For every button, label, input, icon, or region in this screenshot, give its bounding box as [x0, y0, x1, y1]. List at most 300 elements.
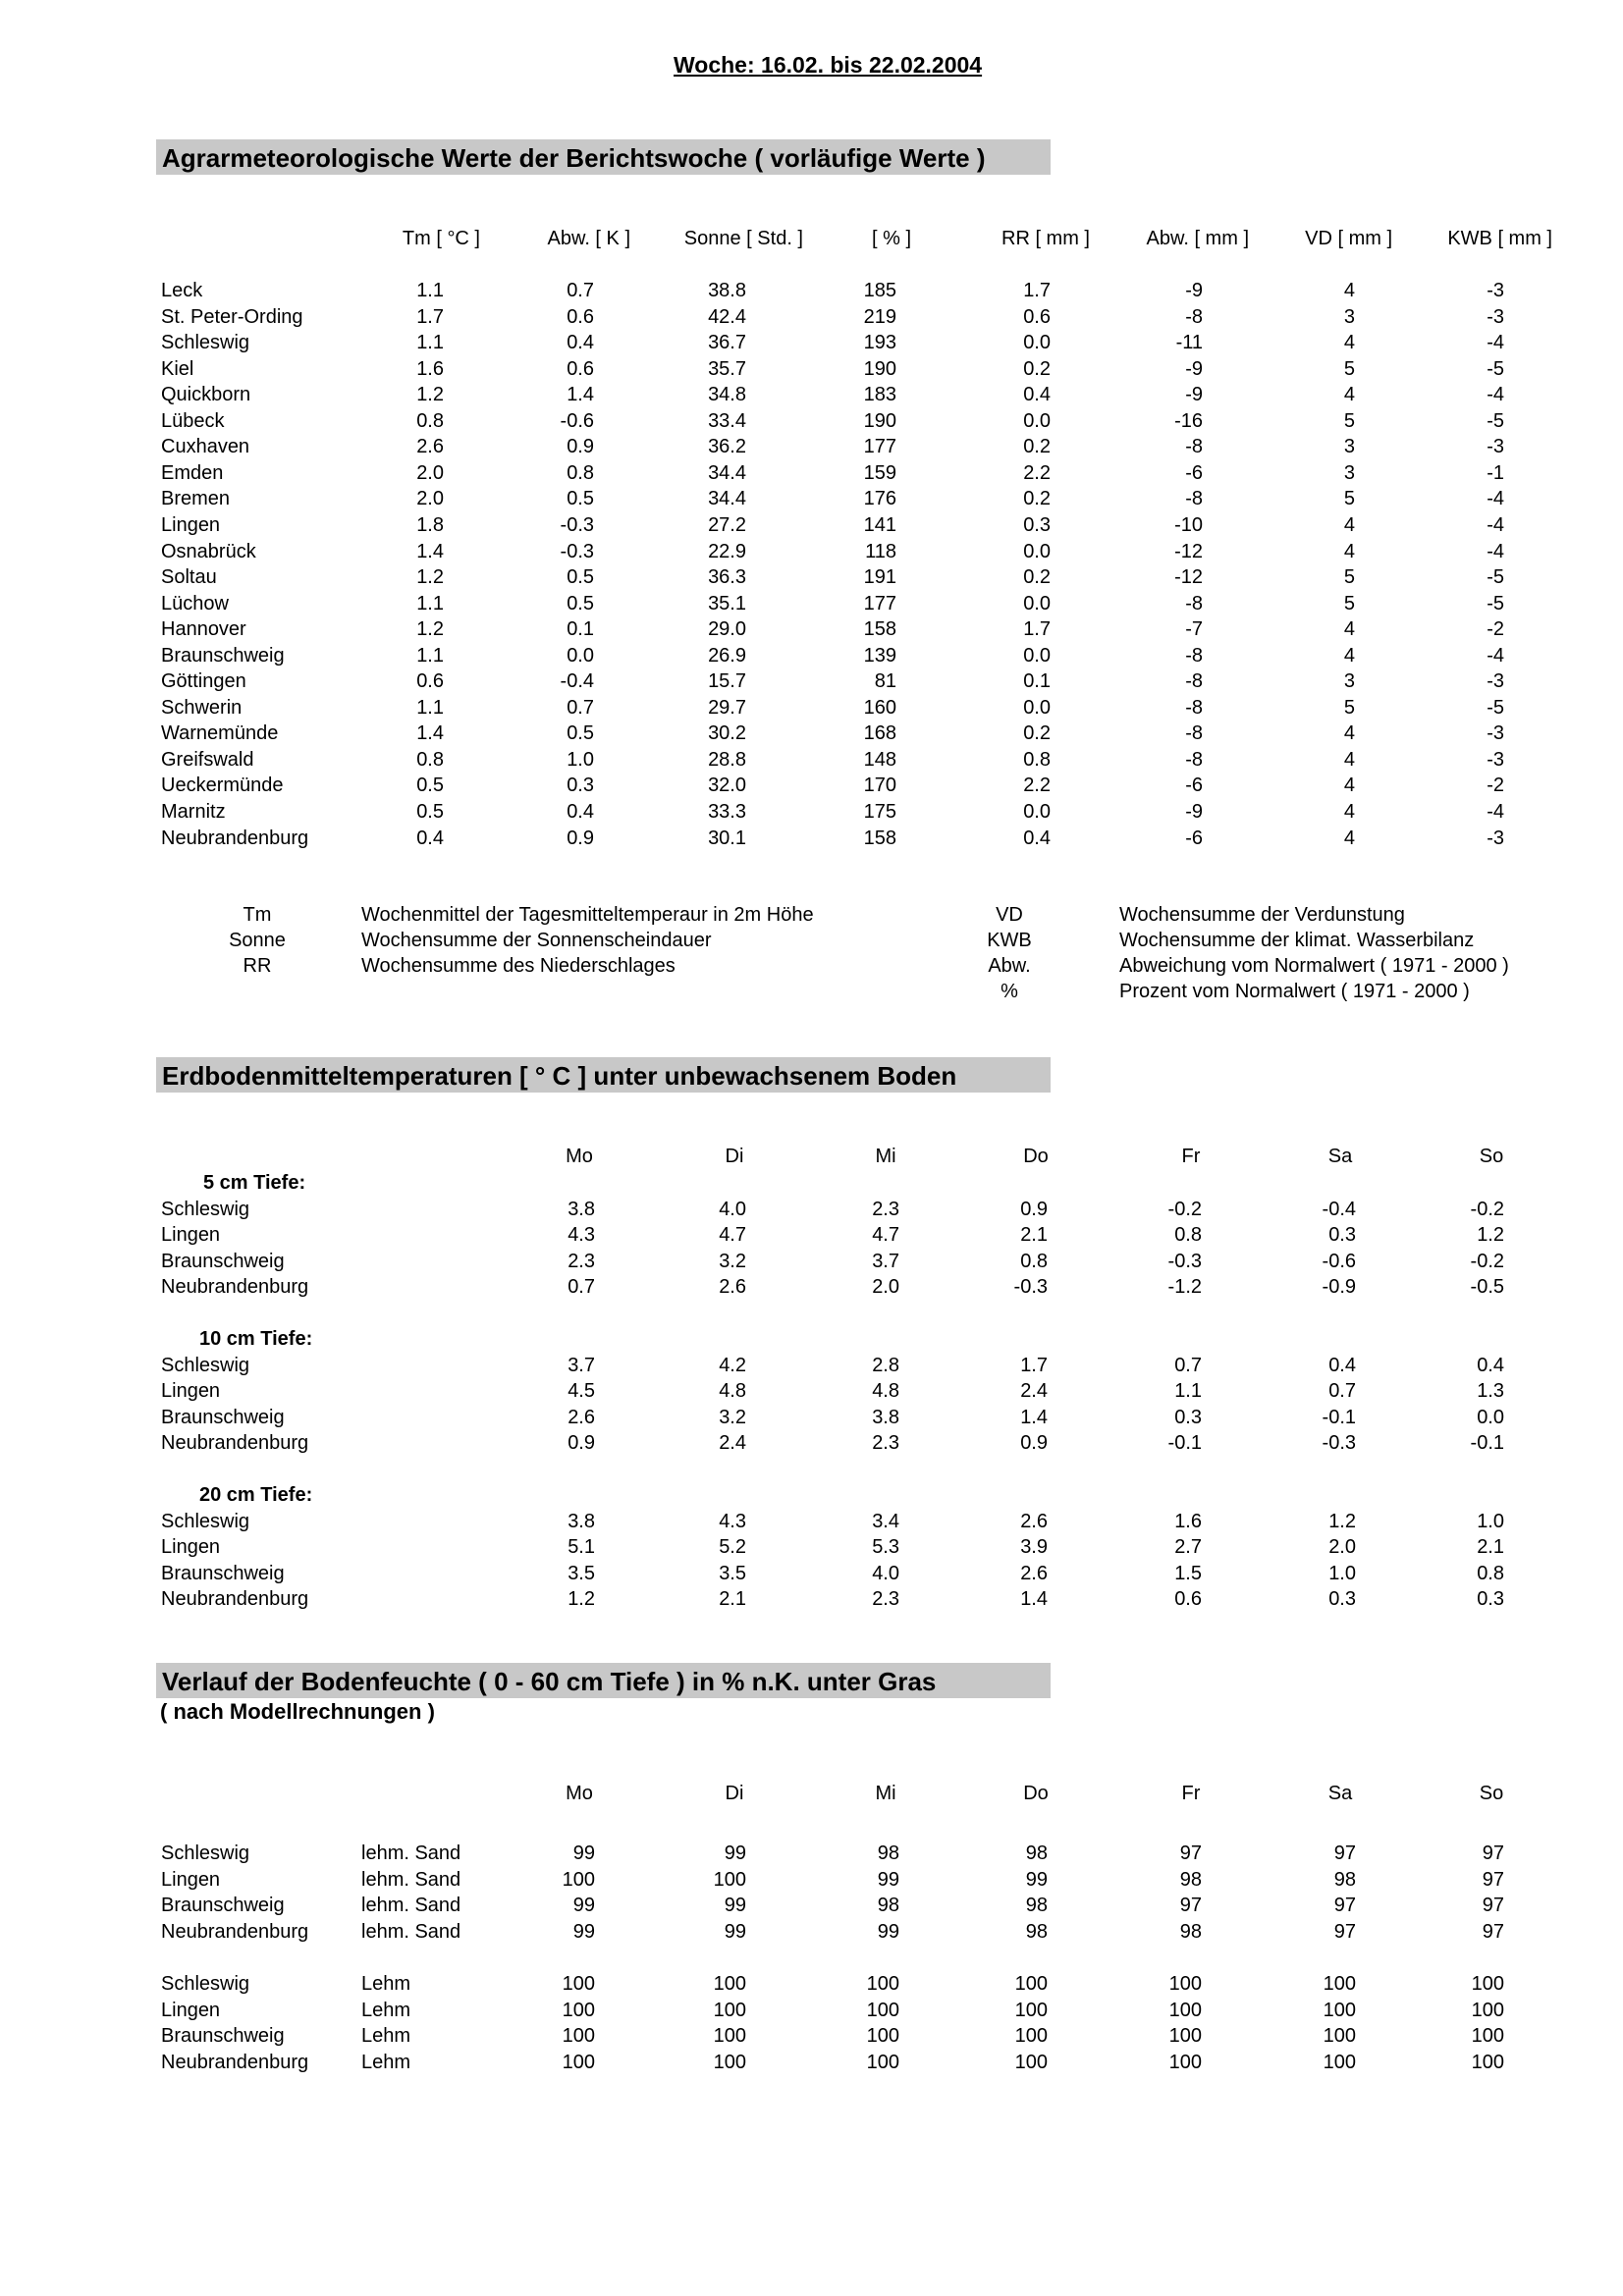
table-cell: 0.8	[416, 749, 444, 771]
table-cell: -8	[1185, 593, 1203, 614]
table-cell: 1.7	[1020, 1355, 1048, 1376]
section2-title-bar	[156, 1057, 1051, 1093]
table-cell: 2.0	[872, 1276, 899, 1298]
table-cell: 0.0	[1023, 332, 1051, 353]
soil-type: lehm. Sand	[361, 1895, 461, 1916]
table-cell: 99	[572, 1895, 595, 1916]
station-name: Lingen	[161, 1536, 221, 1558]
table-cell: 100	[562, 2025, 595, 2047]
table-cell: 0.7	[567, 697, 594, 719]
table-cell: -9	[1185, 801, 1203, 823]
table-cell: 0.6	[1174, 1588, 1202, 1610]
table-cell: 3.8	[872, 1407, 899, 1428]
station-name: Quickborn	[161, 384, 251, 405]
table-cell: 15.7	[708, 670, 746, 692]
depth-label: 10 cm Tiefe:	[199, 1328, 313, 1350]
depth-label: 5 cm Tiefe:	[203, 1172, 306, 1194]
table-cell: 100	[1168, 2000, 1202, 2021]
table-cell: 1.0	[1477, 1511, 1504, 1532]
column-header: KWB [ mm ]	[1447, 228, 1552, 249]
station-name: Braunschweig	[161, 2025, 285, 2047]
table-cell: 4.7	[872, 1224, 899, 1246]
table-cell: -4	[1487, 384, 1504, 405]
table-cell: 22.9	[708, 541, 746, 562]
station-name: Greifswald	[161, 749, 254, 771]
column-header: [ % ]	[871, 228, 911, 249]
soil-type: Lehm	[361, 2000, 411, 2021]
table-cell: 2.2	[1023, 462, 1051, 484]
table-cell: 2.6	[416, 436, 444, 457]
table-cell: 1.6	[416, 358, 444, 380]
table-cell: 1.6	[1174, 1511, 1202, 1532]
station-name: Lingen	[161, 1380, 221, 1402]
table-cell: -0.5	[1470, 1276, 1504, 1298]
table-cell: 30.1	[708, 828, 746, 849]
station-name: Schwerin	[161, 697, 243, 719]
soil-type: Lehm	[361, 1973, 411, 1995]
table-cell: 0.2	[1023, 358, 1051, 380]
table-cell: 0.2	[1023, 436, 1051, 457]
table-cell: -3	[1487, 280, 1504, 301]
table-cell: 2.3	[568, 1251, 595, 1272]
station-name: Braunschweig	[161, 1407, 285, 1428]
table-cell: 5	[1343, 488, 1355, 509]
table-cell: 159	[863, 462, 896, 484]
table-cell: 5	[1343, 566, 1355, 588]
table-cell: -0.3	[1322, 1432, 1356, 1454]
table-cell: 0.5	[416, 774, 444, 796]
table-cell: -6	[1185, 828, 1203, 849]
table-cell: 97	[1333, 1921, 1356, 1943]
station-name: Braunschweig	[161, 645, 285, 667]
table-cell: 4	[1343, 774, 1355, 796]
station-name: Kiel	[161, 358, 194, 380]
table-cell: 29.0	[708, 618, 746, 640]
section3-title: Verlauf der Bodenfeuchte ( 0 - 60 cm Tiefe ) in % n.K. unter Gras	[162, 1667, 937, 1696]
table-cell: 3	[1343, 670, 1355, 692]
table-cell: 98	[1025, 1895, 1048, 1916]
table-cell: 190	[863, 410, 896, 432]
table-cell: 0.8	[1020, 1251, 1048, 1272]
station-name: Schleswig	[161, 1511, 250, 1532]
table-cell: 2.0	[1328, 1536, 1356, 1558]
table-cell: 0.8	[1174, 1224, 1202, 1246]
table-cell: 1.3	[1477, 1380, 1504, 1402]
table-cell: -4	[1487, 514, 1504, 536]
table-cell: 183	[863, 384, 896, 405]
table-cell: 5	[1343, 410, 1355, 432]
day-header: Sa	[1327, 1783, 1353, 1804]
table-cell: 0.3	[1328, 1224, 1356, 1246]
table-cell: 98	[877, 1842, 899, 1864]
table-cell: 3.5	[568, 1563, 595, 1584]
table-cell: -2	[1487, 618, 1504, 640]
table-cell: 100	[713, 1869, 746, 1891]
station-name: Soltau	[161, 566, 217, 588]
table-cell: 98	[1179, 1869, 1202, 1891]
table-cell: 0.0	[567, 645, 594, 667]
station-name: Schleswig	[161, 1199, 250, 1220]
table-cell: 4	[1343, 801, 1355, 823]
table-cell: 1.1	[416, 645, 444, 667]
day-header: Di	[725, 1783, 744, 1804]
table-cell: 100	[713, 2025, 746, 2047]
table-cell: 1.2	[416, 384, 444, 405]
table-cell: -0.4	[1322, 1199, 1356, 1220]
section3-subtitle: ( nach Modellrechnungen )	[160, 1699, 435, 1724]
table-cell: -3	[1487, 722, 1504, 744]
column-header: RR [ mm ]	[1001, 228, 1090, 249]
table-cell: 99	[572, 1921, 595, 1943]
station-name: Neubrandenburg	[161, 1432, 309, 1454]
table-cell: 4	[1343, 384, 1355, 405]
day-header: So	[1479, 1783, 1504, 1804]
table-cell: -0.1	[1167, 1432, 1202, 1454]
station-name: Lüchow	[161, 593, 229, 614]
table-cell: 0.8	[1023, 749, 1051, 771]
table-cell: 1.0	[1328, 1563, 1356, 1584]
table-cell: 5.1	[568, 1536, 595, 1558]
table-cell: -4	[1487, 541, 1504, 562]
table-cell: -0.2	[1470, 1251, 1504, 1272]
table-cell: -3	[1487, 436, 1504, 457]
station-name: Neubrandenburg	[161, 1588, 309, 1610]
table-cell: 1.4	[416, 541, 444, 562]
table-cell: 0.5	[567, 593, 594, 614]
table-cell: 3.8	[568, 1511, 595, 1532]
table-cell: 5	[1343, 358, 1355, 380]
table-cell: 100	[1014, 2000, 1048, 2021]
table-cell: 100	[562, 2000, 595, 2021]
table-cell: 35.7	[708, 358, 746, 380]
table-cell: 99	[724, 1895, 746, 1916]
day-header: Mo	[566, 1783, 593, 1804]
table-cell: 160	[863, 697, 896, 719]
section1-title: Agrarmeteorologische Werte der Berichtswoche ( vorläufige Werte )	[162, 143, 986, 173]
table-cell: 3.2	[719, 1251, 746, 1272]
table-cell: 0.2	[1023, 722, 1051, 744]
table-cell: 4	[1343, 280, 1355, 301]
table-cell: -9	[1185, 358, 1203, 380]
table-cell: -3	[1487, 306, 1504, 328]
station-name: Hannover	[161, 618, 246, 640]
station-name: Schleswig	[161, 1842, 250, 1864]
table-cell: -9	[1185, 280, 1203, 301]
station-name: Neubrandenburg	[161, 2052, 309, 2073]
table-cell: -0.3	[1013, 1276, 1048, 1298]
station-name: Bremen	[161, 488, 231, 509]
table-cell: 1.4	[416, 722, 444, 744]
section1-title-bar	[156, 139, 1051, 175]
table-cell: 4	[1343, 541, 1355, 562]
table-cell: -12	[1174, 541, 1203, 562]
table-cell: 4.2	[719, 1355, 746, 1376]
table-cell: 97	[1179, 1895, 1202, 1916]
table-cell: 2.6	[568, 1407, 595, 1428]
table-cell: 2.3	[872, 1432, 899, 1454]
table-cell: -1.2	[1167, 1276, 1202, 1298]
table-cell: 175	[863, 801, 896, 823]
table-cell: 2.7	[1174, 1536, 1202, 1558]
day-header: Di	[725, 1146, 744, 1167]
station-name: Lingen	[161, 514, 221, 536]
table-cell: 0.0	[1023, 801, 1051, 823]
day-header: So	[1479, 1146, 1504, 1167]
table-cell: 0.2	[1023, 566, 1051, 588]
table-cell: 193	[863, 332, 896, 353]
table-cell: 0.7	[1174, 1355, 1202, 1376]
table-cell: 100	[1323, 2000, 1356, 2021]
table-cell: 100	[1323, 2025, 1356, 2047]
table-cell: 2.3	[872, 1199, 899, 1220]
table-cell: -0.6	[1322, 1251, 1356, 1272]
station-name: Schleswig	[161, 332, 250, 353]
section2-title: Erdbodenmitteltemperaturen [ ° C ] unter unbewachsenem Boden	[162, 1061, 957, 1091]
table-cell: -0.6	[560, 410, 594, 432]
table-cell: -8	[1185, 697, 1203, 719]
station-name: Osnabrück	[161, 541, 256, 562]
table-cell: 97	[1482, 1869, 1504, 1891]
table-cell: 0.3	[1023, 514, 1051, 536]
table-cell: 3.7	[872, 1251, 899, 1272]
table-cell: 36.7	[708, 332, 746, 353]
table-cell: 3	[1343, 306, 1355, 328]
table-cell: -8	[1185, 436, 1203, 457]
table-cell: 34.4	[708, 462, 746, 484]
table-cell: 0.0	[1023, 697, 1051, 719]
day-header: Do	[1023, 1146, 1049, 1167]
table-cell: 0.8	[1477, 1563, 1504, 1584]
table-cell: 0.0	[1023, 410, 1051, 432]
station-name: Lingen	[161, 1224, 221, 1246]
table-cell: 33.3	[708, 801, 746, 823]
table-cell: -8	[1185, 749, 1203, 771]
table-cell: -12	[1174, 566, 1203, 588]
table-cell: 1.2	[416, 618, 444, 640]
table-cell: 3	[1343, 462, 1355, 484]
table-cell: 1.8	[416, 514, 444, 536]
table-cell: 1.2	[1328, 1511, 1356, 1532]
table-cell: 158	[863, 618, 896, 640]
legend-abbr: KWB	[987, 930, 1032, 951]
table-cell: 35.1	[708, 593, 746, 614]
table-cell: 1.0	[567, 749, 594, 771]
table-cell: 0.3	[1328, 1588, 1356, 1610]
table-cell: 1.7	[1023, 280, 1051, 301]
table-cell: 2.4	[1020, 1380, 1048, 1402]
table-cell: 5	[1343, 593, 1355, 614]
station-name: Lübeck	[161, 410, 225, 432]
table-cell: 1.1	[416, 332, 444, 353]
table-cell: 38.8	[708, 280, 746, 301]
table-cell: -8	[1185, 645, 1203, 667]
depth-label: 20 cm Tiefe:	[199, 1484, 313, 1506]
table-cell: 158	[863, 828, 896, 849]
day-header: Fr	[1181, 1783, 1201, 1804]
table-cell: -2	[1487, 774, 1504, 796]
station-name: Leck	[161, 280, 203, 301]
table-cell: -7	[1185, 618, 1203, 640]
table-cell: 28.8	[708, 749, 746, 771]
table-cell: 0.3	[1174, 1407, 1202, 1428]
legend-abbr: Abw.	[988, 955, 1031, 977]
table-cell: 170	[863, 774, 896, 796]
day-header: Mi	[875, 1783, 896, 1804]
table-cell: -11	[1175, 332, 1203, 353]
legend-text: Wochensumme des Niederschlages	[361, 955, 676, 977]
table-cell: 42.4	[708, 306, 746, 328]
table-cell: 5.3	[872, 1536, 899, 1558]
table-cell: 100	[1323, 2052, 1356, 2073]
table-cell: 0.9	[567, 828, 594, 849]
table-cell: 0.1	[567, 618, 594, 640]
table-cell: 0.4	[416, 828, 444, 849]
table-cell: 4	[1343, 514, 1355, 536]
table-cell: -10	[1174, 514, 1203, 536]
table-cell: -4	[1487, 332, 1504, 353]
table-cell: 100	[562, 1973, 595, 1995]
station-name: Warnemünde	[161, 722, 279, 744]
table-cell: -8	[1185, 670, 1203, 692]
table-cell: 99	[1025, 1869, 1048, 1891]
table-cell: 100	[866, 1973, 899, 1995]
station-name: Neubrandenburg	[161, 828, 309, 849]
table-cell: -8	[1185, 722, 1203, 744]
table-cell: 4.8	[719, 1380, 746, 1402]
table-cell: 0.2	[1023, 488, 1051, 509]
station-name: Ueckermünde	[161, 774, 284, 796]
legend-text: Prozent vom Normalwert ( 1971 - 2000 )	[1119, 981, 1470, 1002]
station-name: Emden	[161, 462, 224, 484]
table-cell: 191	[863, 566, 896, 588]
table-cell: 0.7	[1328, 1380, 1356, 1402]
table-cell: -0.1	[1322, 1407, 1356, 1428]
table-cell: 4	[1343, 645, 1355, 667]
table-cell: -1	[1487, 462, 1504, 484]
table-cell: 0.3	[1477, 1588, 1504, 1610]
table-cell: 2.4	[719, 1432, 746, 1454]
table-cell: 1.2	[416, 566, 444, 588]
station-name: St. Peter-Ording	[161, 306, 303, 328]
legend-abbr: RR	[243, 955, 272, 977]
table-cell: 118	[865, 541, 896, 562]
table-cell: -9	[1185, 384, 1203, 405]
table-cell: 100	[1471, 2052, 1504, 2073]
table-cell: 81	[874, 670, 896, 692]
table-cell: 168	[863, 722, 896, 744]
day-header: Mi	[875, 1146, 896, 1167]
table-cell: 0.0	[1023, 593, 1051, 614]
column-header: Sonne [ Std. ]	[683, 228, 803, 249]
table-cell: 219	[863, 306, 896, 328]
table-cell: 100	[713, 2052, 746, 2073]
table-cell: 4.7	[719, 1224, 746, 1246]
table-cell: 1.7	[1023, 618, 1051, 640]
day-header: Do	[1023, 1783, 1049, 1804]
table-cell: 100	[713, 1973, 746, 1995]
table-cell: -4	[1487, 488, 1504, 509]
table-cell: 3	[1343, 436, 1355, 457]
table-cell: 100	[1014, 2025, 1048, 2047]
table-cell: 0.8	[416, 410, 444, 432]
table-cell: -5	[1487, 697, 1504, 719]
table-cell: -5	[1487, 566, 1504, 588]
legend-text: Wochensumme der Verdunstung	[1119, 904, 1405, 926]
legend-text: Wochenmittel der Tagesmitteltemperaur in 2m Höhe	[361, 904, 814, 926]
table-cell: 2.1	[1020, 1224, 1048, 1246]
table-cell: 0.5	[416, 801, 444, 823]
table-cell: 0.6	[567, 306, 594, 328]
table-cell: 2.6	[1020, 1511, 1048, 1532]
table-cell: 1.4	[1020, 1407, 1048, 1428]
table-cell: 4	[1343, 828, 1355, 849]
table-cell: -5	[1487, 593, 1504, 614]
table-cell: 4.8	[872, 1380, 899, 1402]
soil-type: Lehm	[361, 2052, 411, 2073]
station-name: Marnitz	[161, 801, 226, 823]
table-cell: 0.4	[567, 801, 594, 823]
table-cell: -6	[1185, 462, 1203, 484]
table-cell: 100	[1014, 2052, 1048, 2073]
table-cell: 0.4	[1023, 828, 1051, 849]
legend-text: Abweichung vom Normalwert ( 1971 - 2000 )	[1119, 955, 1509, 977]
table-cell: 4	[1343, 332, 1355, 353]
table-cell: 98	[1025, 1842, 1048, 1864]
station-name: Braunschweig	[161, 1563, 285, 1584]
table-cell: 139	[863, 645, 896, 667]
day-header: Sa	[1327, 1146, 1353, 1167]
table-cell: 0.0	[1477, 1407, 1504, 1428]
station-name: Neubrandenburg	[161, 1276, 309, 1298]
table-cell: -16	[1174, 410, 1203, 432]
table-cell: 0.4	[1477, 1355, 1504, 1376]
table-cell: 5	[1343, 697, 1355, 719]
column-header: VD [ mm ]	[1305, 228, 1392, 249]
table-cell: 2.1	[1477, 1536, 1504, 1558]
table-cell: 97	[1333, 1895, 1356, 1916]
column-header: Abw. [ K ]	[547, 228, 630, 249]
table-cell: 4.3	[719, 1511, 746, 1532]
table-cell: 0.1	[1023, 670, 1051, 692]
table-cell: -0.2	[1167, 1199, 1202, 1220]
table-cell: 100	[713, 2000, 746, 2021]
table-cell: -0.4	[560, 670, 594, 692]
table-cell: 100	[866, 2052, 899, 2073]
table-cell: -5	[1487, 410, 1504, 432]
table-cell: 97	[1333, 1842, 1356, 1864]
table-cell: 100	[866, 2025, 899, 2047]
table-cell: 99	[724, 1842, 746, 1864]
table-cell: 177	[863, 436, 896, 457]
legend-abbr: VD	[996, 904, 1023, 926]
station-name: Göttingen	[161, 670, 246, 692]
column-header: Abw. [ mm ]	[1146, 228, 1249, 249]
table-cell: 0.6	[567, 358, 594, 380]
table-cell: 99	[877, 1921, 899, 1943]
table-cell: 0.9	[1020, 1199, 1048, 1220]
table-cell: -0.2	[1470, 1199, 1504, 1220]
table-cell: 3.5	[719, 1563, 746, 1584]
table-cell: -4	[1487, 645, 1504, 667]
table-cell: 100	[1168, 2052, 1202, 2073]
table-cell: 98	[1179, 1921, 1202, 1943]
table-cell: 99	[724, 1921, 746, 1943]
legend-abbr: %	[1001, 981, 1018, 1002]
soil-type: lehm. Sand	[361, 1869, 461, 1891]
table-cell: 3.2	[719, 1407, 746, 1428]
table-cell: 3.9	[1020, 1536, 1048, 1558]
legend-text: Wochensumme der Sonnenscheindauer	[361, 930, 712, 951]
